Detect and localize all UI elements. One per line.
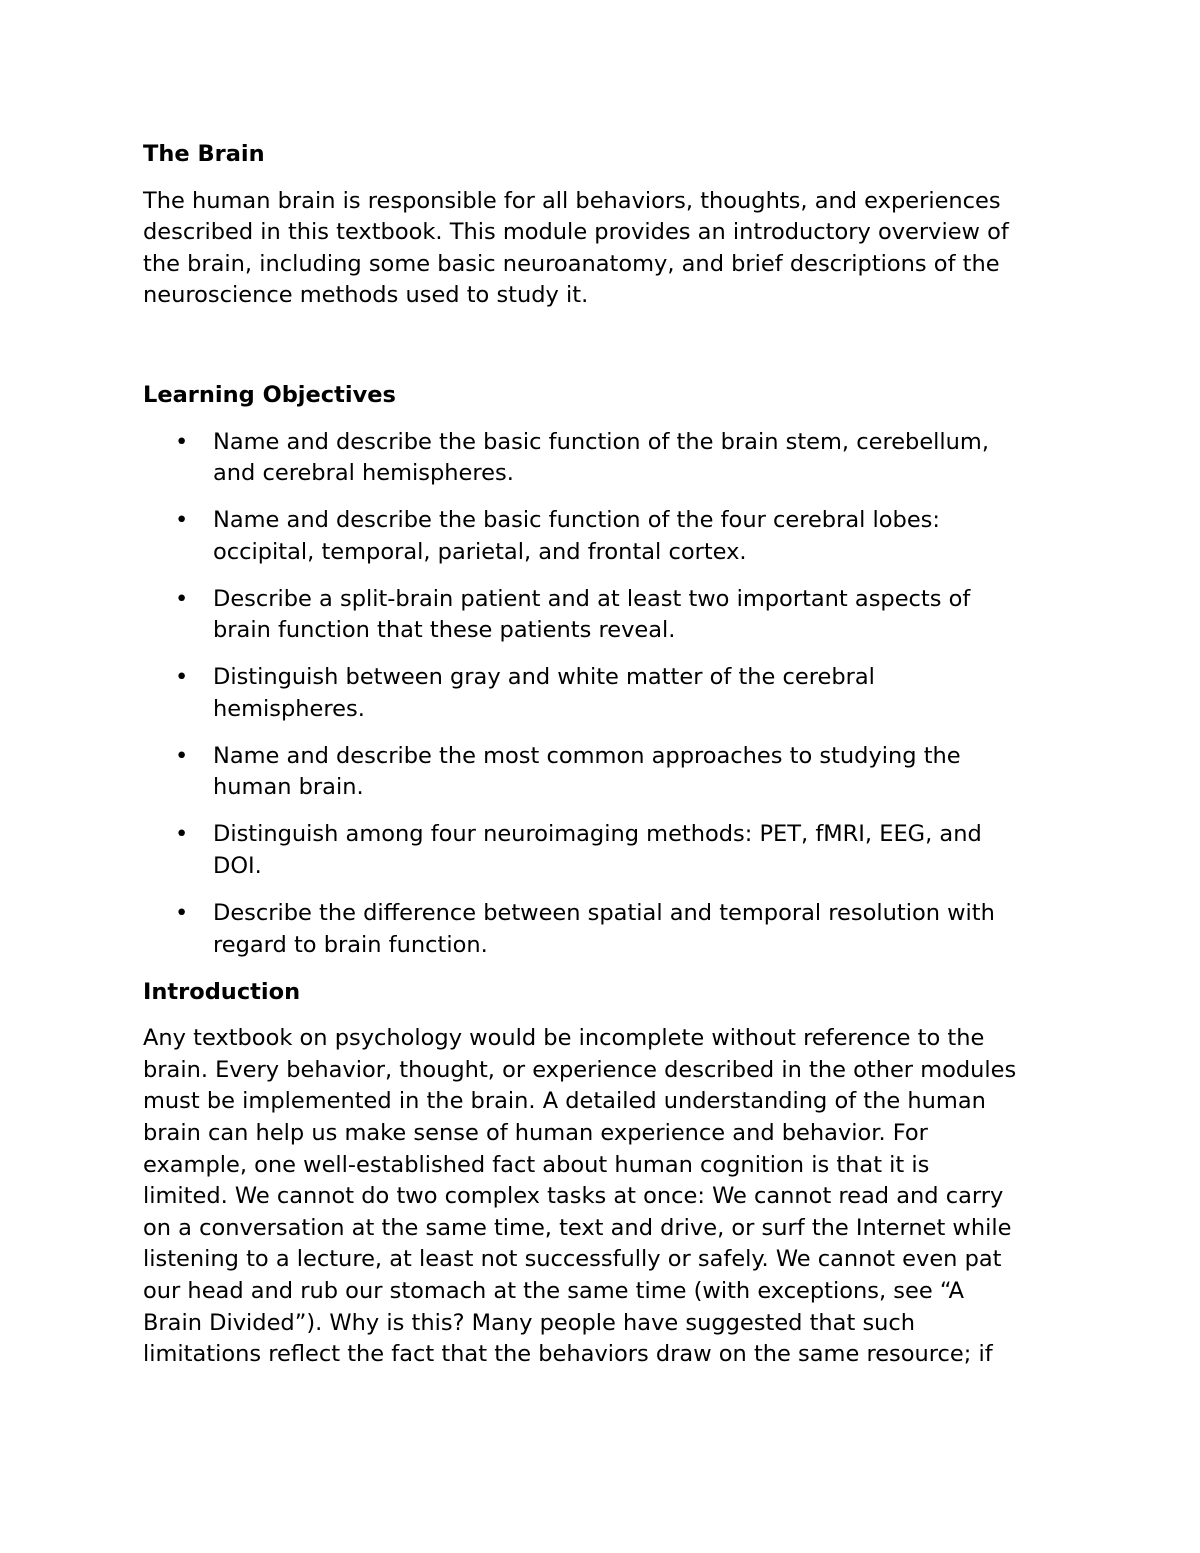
list-item (143, 819, 1063, 882)
introduction-line: brain. Every behavior, thought, or experience described in the other modules (143, 1056, 1017, 1083)
introduction-line: brain can help us make sense of human experience and behavior. For (143, 1119, 928, 1146)
page-title: The Brain (143, 141, 265, 167)
list-item (143, 741, 1063, 804)
introduction-line: must be implemented in the brain. A detailed understanding of the human (143, 1088, 986, 1115)
list-item (143, 662, 1063, 725)
list-item-line: occipital, temporal, parietal, and frontal cortex. (213, 538, 747, 565)
bullet-icon: • (175, 585, 189, 612)
list-item (143, 898, 1063, 961)
list-item-line: Distinguish between gray and white matter of the cerebral (213, 664, 875, 691)
list-item-line: Name and describe the most common approaches to studying the (213, 742, 961, 769)
introduction-line: Brain Divided”). Why is this? Many people have suggested that such (143, 1309, 916, 1336)
list-item-line: Distinguish among four neuroimaging methods: PET, fMRI, EEG, and (213, 821, 982, 848)
list-item-line: and cerebral hemispheres. (213, 460, 514, 487)
list-item-line: DOI. (213, 853, 262, 880)
introduction-line: on a conversation at the same time, text and drive, or surf the Internet while (143, 1214, 1012, 1241)
section-spacer (143, 312, 1063, 380)
introduction-heading: Introduction (143, 978, 301, 1005)
list-item-line: regard to brain function. (213, 931, 488, 958)
learning-objectives-heading: Learning Objectives (143, 381, 396, 408)
bullet-icon: • (175, 742, 189, 769)
introduction-line: Any textbook on psychology would be incomplete without reference to the (143, 1025, 985, 1052)
list-item-line: Name and describe the basic function of the four cerebral lobes: (213, 507, 940, 534)
introduction-line: limitations reflect the fact that the behaviors draw on the same resource; if (143, 1341, 993, 1368)
list-item-line: Describe a split-brain patient and at least two important aspects of (213, 585, 971, 612)
introduction-line: example, one well-established fact about human cognition is that it is (143, 1151, 930, 1178)
document-body (143, 139, 1063, 1371)
summary-line: the brain, including some basic neuroanatomy, and brief descriptions of the (143, 250, 1000, 277)
list-item (143, 505, 1063, 568)
introduction-line: limited. We cannot do two complex tasks at once: We cannot read and carry (143, 1183, 1004, 1210)
bullet-icon: • (175, 821, 189, 848)
learning-objectives-list (143, 427, 1063, 962)
list-item (143, 584, 1063, 647)
list-item-line: Name and describe the basic function of the brain stem, cerebellum, (213, 428, 989, 455)
bullet-icon: • (175, 900, 189, 927)
introduction-paragraph (143, 1023, 1063, 1371)
introduction-line: listening to a lecture, at least not successfully or safely. We cannot even pat (143, 1246, 1002, 1273)
summary-line: The human brain is responsible for all behaviors, thoughts, and experiences (143, 187, 1001, 214)
list-item (143, 427, 1063, 490)
bullet-icon: • (175, 428, 189, 455)
summary-paragraph (143, 186, 1063, 312)
bullet-icon: • (175, 507, 189, 534)
introduction-line: our head and rub our stomach at the same time (with exceptions, see “A (143, 1277, 965, 1304)
bullet-icon: • (175, 664, 189, 691)
summary-line: described in this textbook. This module provides an introductory overview of (143, 219, 1009, 246)
list-item-line: Describe the difference between spatial and temporal resolution with (213, 900, 995, 927)
summary-line: neuroscience methods used to study it. (143, 282, 589, 309)
list-item-line: brain function that these patients reveal. (213, 617, 676, 644)
list-item-line: human brain. (213, 774, 364, 801)
list-item-line: hemispheres. (213, 695, 365, 722)
